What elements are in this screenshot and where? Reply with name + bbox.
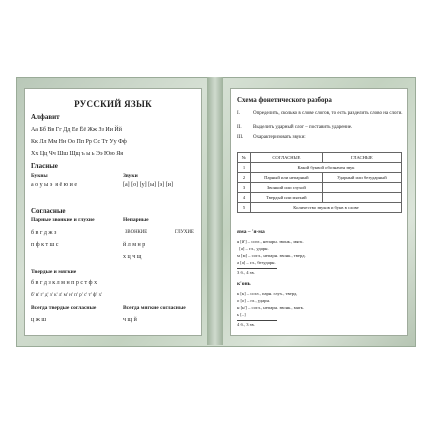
table-row [238,173,402,183]
divider [237,320,277,321]
table-header-row [238,153,402,163]
vowel-sounds: [а] [о] [у] [ы] [э] [и] [123,182,173,188]
hard-row: б в г д з к л м н п р с т ф х [31,280,98,286]
example-line: н [н'] – согл., непарн. звонк., мягк. [237,305,304,310]
always-soft-label: Всегда мягкие согласные [123,305,186,311]
table-cell: Твердый или мягкий [251,193,323,203]
sounds-label: Звуки [123,173,138,179]
table-cell: 3 [238,183,251,193]
paired-voiceless-row: п ф к т ш с [31,242,59,248]
table-row [238,163,402,173]
page-title: Схема фонетического разбора [237,96,332,104]
table-cell: 1 [238,163,251,173]
step-text: Выделить ударный слог – поставить ударение. [253,125,353,130]
paired-voiced-row: б в г д ж з [31,230,57,236]
table-row [238,203,402,213]
example-summary: 3 б., 4 зв. [237,270,255,275]
voiceless-label: ГЛУХИЕ [175,230,194,235]
table-row [238,183,402,193]
step-text: Определить, сколько в слове слогов, то есть разделить слово на слоги. [253,111,403,116]
step-number: III. [237,135,244,140]
table-cell [322,193,401,203]
step-number: I. [237,111,240,116]
alphabet-row: Кк Лл Мм Нн Оо Пп Рр Сс Тт Уу Фф [31,139,127,145]
always-hard-row: ц ж ш [31,317,46,323]
example-line: я [й'] – согл., непарн. звонк., мягк. [237,239,304,244]
table-cell [322,183,401,193]
example-line: [а] – гл., ударн. [237,246,269,251]
consonants-heading: Согласные [31,207,66,215]
table-row [238,193,402,203]
always-soft-row: ч щ й [123,317,137,323]
vowel-letters: а о у ы э я ё ю и е [31,182,78,188]
table-cell: 5 [238,203,251,213]
page-title: РУССКИЙ ЯЗЫК [74,99,152,109]
table-cell: Ударный или безударный [322,173,401,183]
table-header: СОГЛАСНЫЕ [251,153,323,163]
table-cell: Звонкий или глухой [251,183,323,193]
unpaired-voiceless-row: х ц ч щ [123,254,142,260]
table-cell: Парный или непарный [251,173,323,183]
table-cell: Какой буквой обозначен звук [251,163,402,173]
hard-soft-label: Твердые и мягкие [31,269,77,275]
alphabet-row: Хх Цц Чч Шш Щщ ъ ы ь Ээ Юю Яя [31,151,123,157]
example-line: м [м] – согл., непарн. звонк., тверд. [237,253,306,258]
step-number: II. [237,125,242,130]
example-word: ямa – 'я-ма [237,229,265,235]
table-header: № [238,153,251,163]
example-summary: 4 б., 3 зв. [237,322,255,327]
unpaired-voiced-row: й л м н р [123,242,146,248]
table-cell: Количество звуков и букв в слове [251,203,402,213]
right-page [230,88,408,336]
example-word: к'онь [237,281,251,287]
alphabet-heading: Алфавит [31,113,60,121]
soft-row: б' в' г' д' з' к' л' м' н' п' р' с' т' ф' х' [31,292,103,298]
step-text: Охарактеризовать звуки: [253,135,306,140]
table-cell: 2 [238,173,251,183]
table-header: ГЛАСНЫЕ [322,153,401,163]
vowels-heading: Гласные [31,162,58,170]
always-hard-label: Всегда твердые согласные [31,305,97,311]
alphabet-row: Аа Бб Вв Гг Дд Ее Ёё Жж Зз Ии Йй [31,127,122,133]
divider [237,268,277,269]
table-cell: 4 [238,193,251,203]
example-line: а [а] – гл., безударн. [237,260,276,265]
letters-label: Буквы [31,173,48,179]
phonetic-table [237,152,402,213]
example-line: к [к] – согл., парн. глух., тверд. [237,291,298,296]
left-page [24,88,202,336]
example-line: ь [–] [237,312,246,317]
voiced-label: ЗВОНКИЕ [125,230,148,235]
unpaired-label: Непарные [123,217,149,223]
paired-label: Парные звонкие и глухие [31,217,95,223]
book-spine [207,77,223,345]
example-line: о [о] – гл., ударн. [237,298,271,303]
